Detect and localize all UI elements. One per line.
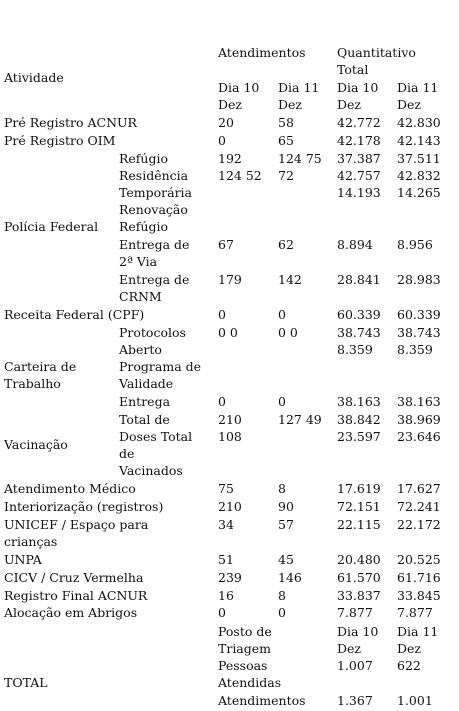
cell-q10: 42.757 — [337, 168, 381, 183]
cell-q10: 37.387 — [337, 151, 381, 166]
cell-q10: 8.894 — [337, 237, 373, 252]
row-label: Interiorização (registros) — [4, 499, 164, 514]
cell-q10: 38.743 — [337, 325, 381, 340]
cell-a10: 34 — [218, 517, 234, 532]
row-label: UNICEF / Espaço para — [4, 517, 149, 532]
cell-a11: 146 — [278, 570, 302, 585]
cell-q11: 28.983 — [397, 272, 441, 287]
triagem-dia11: Dia 11 — [397, 624, 439, 639]
cell-q11: 42.143 — [397, 133, 441, 148]
cell-a11: 8 — [278, 588, 286, 603]
cell-a11: 8 — [278, 481, 286, 496]
header-atividade: Atividade — [4, 70, 64, 85]
cell-q10: 7.877 — [337, 605, 373, 620]
cell-q11: 72.241 — [397, 499, 441, 514]
cell-q11: 20.525 — [397, 552, 441, 567]
cell-a11: 0 — [278, 307, 286, 322]
cell-a11: 62 — [278, 237, 294, 252]
cell-a10: 16 — [218, 588, 234, 603]
cell-a10: 67 — [218, 237, 234, 252]
cell-a11: 90 — [278, 499, 294, 514]
row-sublabel: Aberto — [119, 342, 162, 357]
cell-q11: 14.265 — [397, 185, 441, 200]
header-dia11: Dia 11 — [278, 80, 320, 95]
cell-q10: 14.193 — [337, 185, 381, 200]
cell-a11: 57 — [278, 517, 294, 532]
row-sublabel: Temporária — [119, 185, 192, 200]
row-sublabel: Total de — [119, 412, 170, 427]
triagem-atend-d11: 1.001 — [397, 693, 433, 708]
row-sublabel: CRNM — [119, 289, 162, 304]
row-sublabel: Entrega — [119, 394, 171, 409]
cell-a10: 210 — [218, 499, 242, 514]
triagem-pessoas-d11: 622 — [397, 658, 421, 673]
cell-a11: 58 — [278, 115, 294, 130]
header-atendimentos: Atendimentos — [218, 45, 306, 60]
row-label: Trabalho — [4, 376, 61, 391]
row-label: Atendimento Médico — [4, 481, 136, 496]
cell-q11: 17.627 — [397, 481, 441, 496]
header-dia10: Dia 10 — [218, 80, 260, 95]
row-label: Polícia Federal — [4, 219, 99, 234]
header-dia10-dez: Dez — [218, 97, 243, 112]
header-quantitativo-total: Total — [337, 62, 369, 77]
row-label: Carteira de — [4, 359, 77, 374]
cell-q10: 17.619 — [337, 481, 381, 496]
cell-q11: 38.969 — [397, 412, 441, 427]
row-sublabel: Doses Total — [119, 429, 193, 444]
cell-a10: 108 — [218, 429, 242, 444]
cell-a11: 0 0 — [278, 325, 298, 340]
cell-a10: 124 52 — [218, 168, 262, 183]
triagem-dia11-dez: Dez — [397, 641, 422, 656]
header-dia11-dez: Dez — [278, 97, 303, 112]
triagem-pessoas-d10: 1.007 — [337, 658, 373, 673]
row-label: Pré Registro ACNUR — [4, 115, 137, 130]
cell-q10: 28.841 — [337, 272, 381, 287]
row-label: Registro Final ACNUR — [4, 588, 148, 603]
cell-q11: 7.877 — [397, 605, 433, 620]
total-label: TOTAL — [4, 675, 48, 690]
row-sublabel: Renovação — [119, 202, 188, 217]
cell-a10: 51 — [218, 552, 234, 567]
cell-q10: 61.570 — [337, 570, 381, 585]
cell-q11: 38.743 — [397, 325, 441, 340]
cell-a11: 65 — [278, 133, 294, 148]
cell-q11: 8.359 — [397, 342, 433, 357]
cell-q11: 33.845 — [397, 588, 441, 603]
row-label: UNPA — [4, 552, 42, 567]
cell-q11: 38.163 — [397, 394, 441, 409]
row-sublabel: Refúgio — [119, 219, 169, 234]
header-quantitativo: Quantitativo — [337, 45, 416, 60]
cell-a10: 210 — [218, 412, 242, 427]
cell-a10: 179 — [218, 272, 242, 287]
cell-a10: 75 — [218, 481, 234, 496]
cell-q11: 61.716 — [397, 570, 441, 585]
cell-a10: 0 — [218, 394, 226, 409]
cell-q11: 23.646 — [397, 429, 441, 444]
cell-a11: 72 — [278, 168, 294, 183]
row-sublabel: Entrega de — [119, 272, 190, 287]
cell-q11: 22.172 — [397, 517, 441, 532]
triagem-dia10: Dia 10 — [337, 624, 379, 639]
cell-a11: 127 49 — [278, 412, 322, 427]
row-sublabel: 2ª Via — [119, 254, 158, 269]
cell-q11: 42.830 — [397, 115, 441, 130]
triagem-label: Posto de — [218, 624, 272, 639]
row-label: Alocação em Abrigos — [4, 605, 138, 620]
triagem-pessoas: Pessoas — [218, 658, 268, 673]
header-qdia11: Dia 11 — [397, 80, 439, 95]
cell-q10: 42.178 — [337, 133, 381, 148]
cell-a11: 45 — [278, 552, 294, 567]
cell-q11: 60.339 — [397, 307, 441, 322]
cell-q10: 72.151 — [337, 499, 381, 514]
cell-q10: 22.115 — [337, 517, 381, 532]
header-qdia10: Dia 10 — [337, 80, 379, 95]
cell-q10: 38.842 — [337, 412, 381, 427]
cell-a11: 0 — [278, 394, 286, 409]
row-label: Pré Registro OIM — [4, 133, 116, 148]
row-sublabel: Validade — [119, 376, 174, 391]
cell-q11: 42.832 — [397, 168, 441, 183]
row-sublabel: Residência — [119, 168, 189, 183]
row-label: Vacinação — [4, 437, 68, 452]
row-label: crianças — [4, 534, 58, 549]
header-qdia10-dez: Dez — [337, 97, 362, 112]
row-sublabel: Protocolos — [119, 325, 186, 340]
row-sublabel: Vacinados — [119, 463, 183, 478]
cell-q10: 60.339 — [337, 307, 381, 322]
cell-a10: 0 — [218, 307, 226, 322]
cell-q10: 42.772 — [337, 115, 381, 130]
triagem-dia10-dez: Dez — [337, 641, 362, 656]
cell-q11: 37.511 — [397, 151, 441, 166]
cell-q11: 8.956 — [397, 237, 433, 252]
cell-q10: 38.163 — [337, 394, 381, 409]
row-sublabel: de — [119, 446, 135, 461]
cell-a10: 239 — [218, 570, 242, 585]
triagem-atendimentos: Atendimentos — [218, 693, 306, 708]
cell-q10: 20.480 — [337, 552, 381, 567]
row-sublabel: Programa de — [119, 359, 202, 374]
cell-a11: 142 — [278, 272, 302, 287]
cell-q10: 8.359 — [337, 342, 373, 357]
cell-a10: 20 — [218, 115, 234, 130]
cell-a10: 0 — [218, 605, 226, 620]
cell-a10: 0 — [218, 133, 226, 148]
row-label: Receita Federal (CPF) — [4, 307, 145, 322]
cell-a11: 0 — [278, 605, 286, 620]
triagem-atendidas: Atendidas — [218, 675, 282, 690]
cell-a10: 192 — [218, 151, 242, 166]
cell-a10: 0 0 — [218, 325, 238, 340]
row-sublabel: Entrega de — [119, 237, 190, 252]
cell-q10: 33.837 — [337, 588, 381, 603]
header-qdia11-dez: Dez — [397, 97, 422, 112]
row-label: CICV / Cruz Vermelha — [4, 570, 144, 585]
cell-q10: 23.597 — [337, 429, 381, 444]
row-sublabel: Refúgio — [119, 151, 169, 166]
triagem-atend-d10: 1.367 — [337, 693, 373, 708]
triagem-label: Triagem — [218, 641, 272, 656]
cell-a11: 124 75 — [278, 151, 322, 166]
